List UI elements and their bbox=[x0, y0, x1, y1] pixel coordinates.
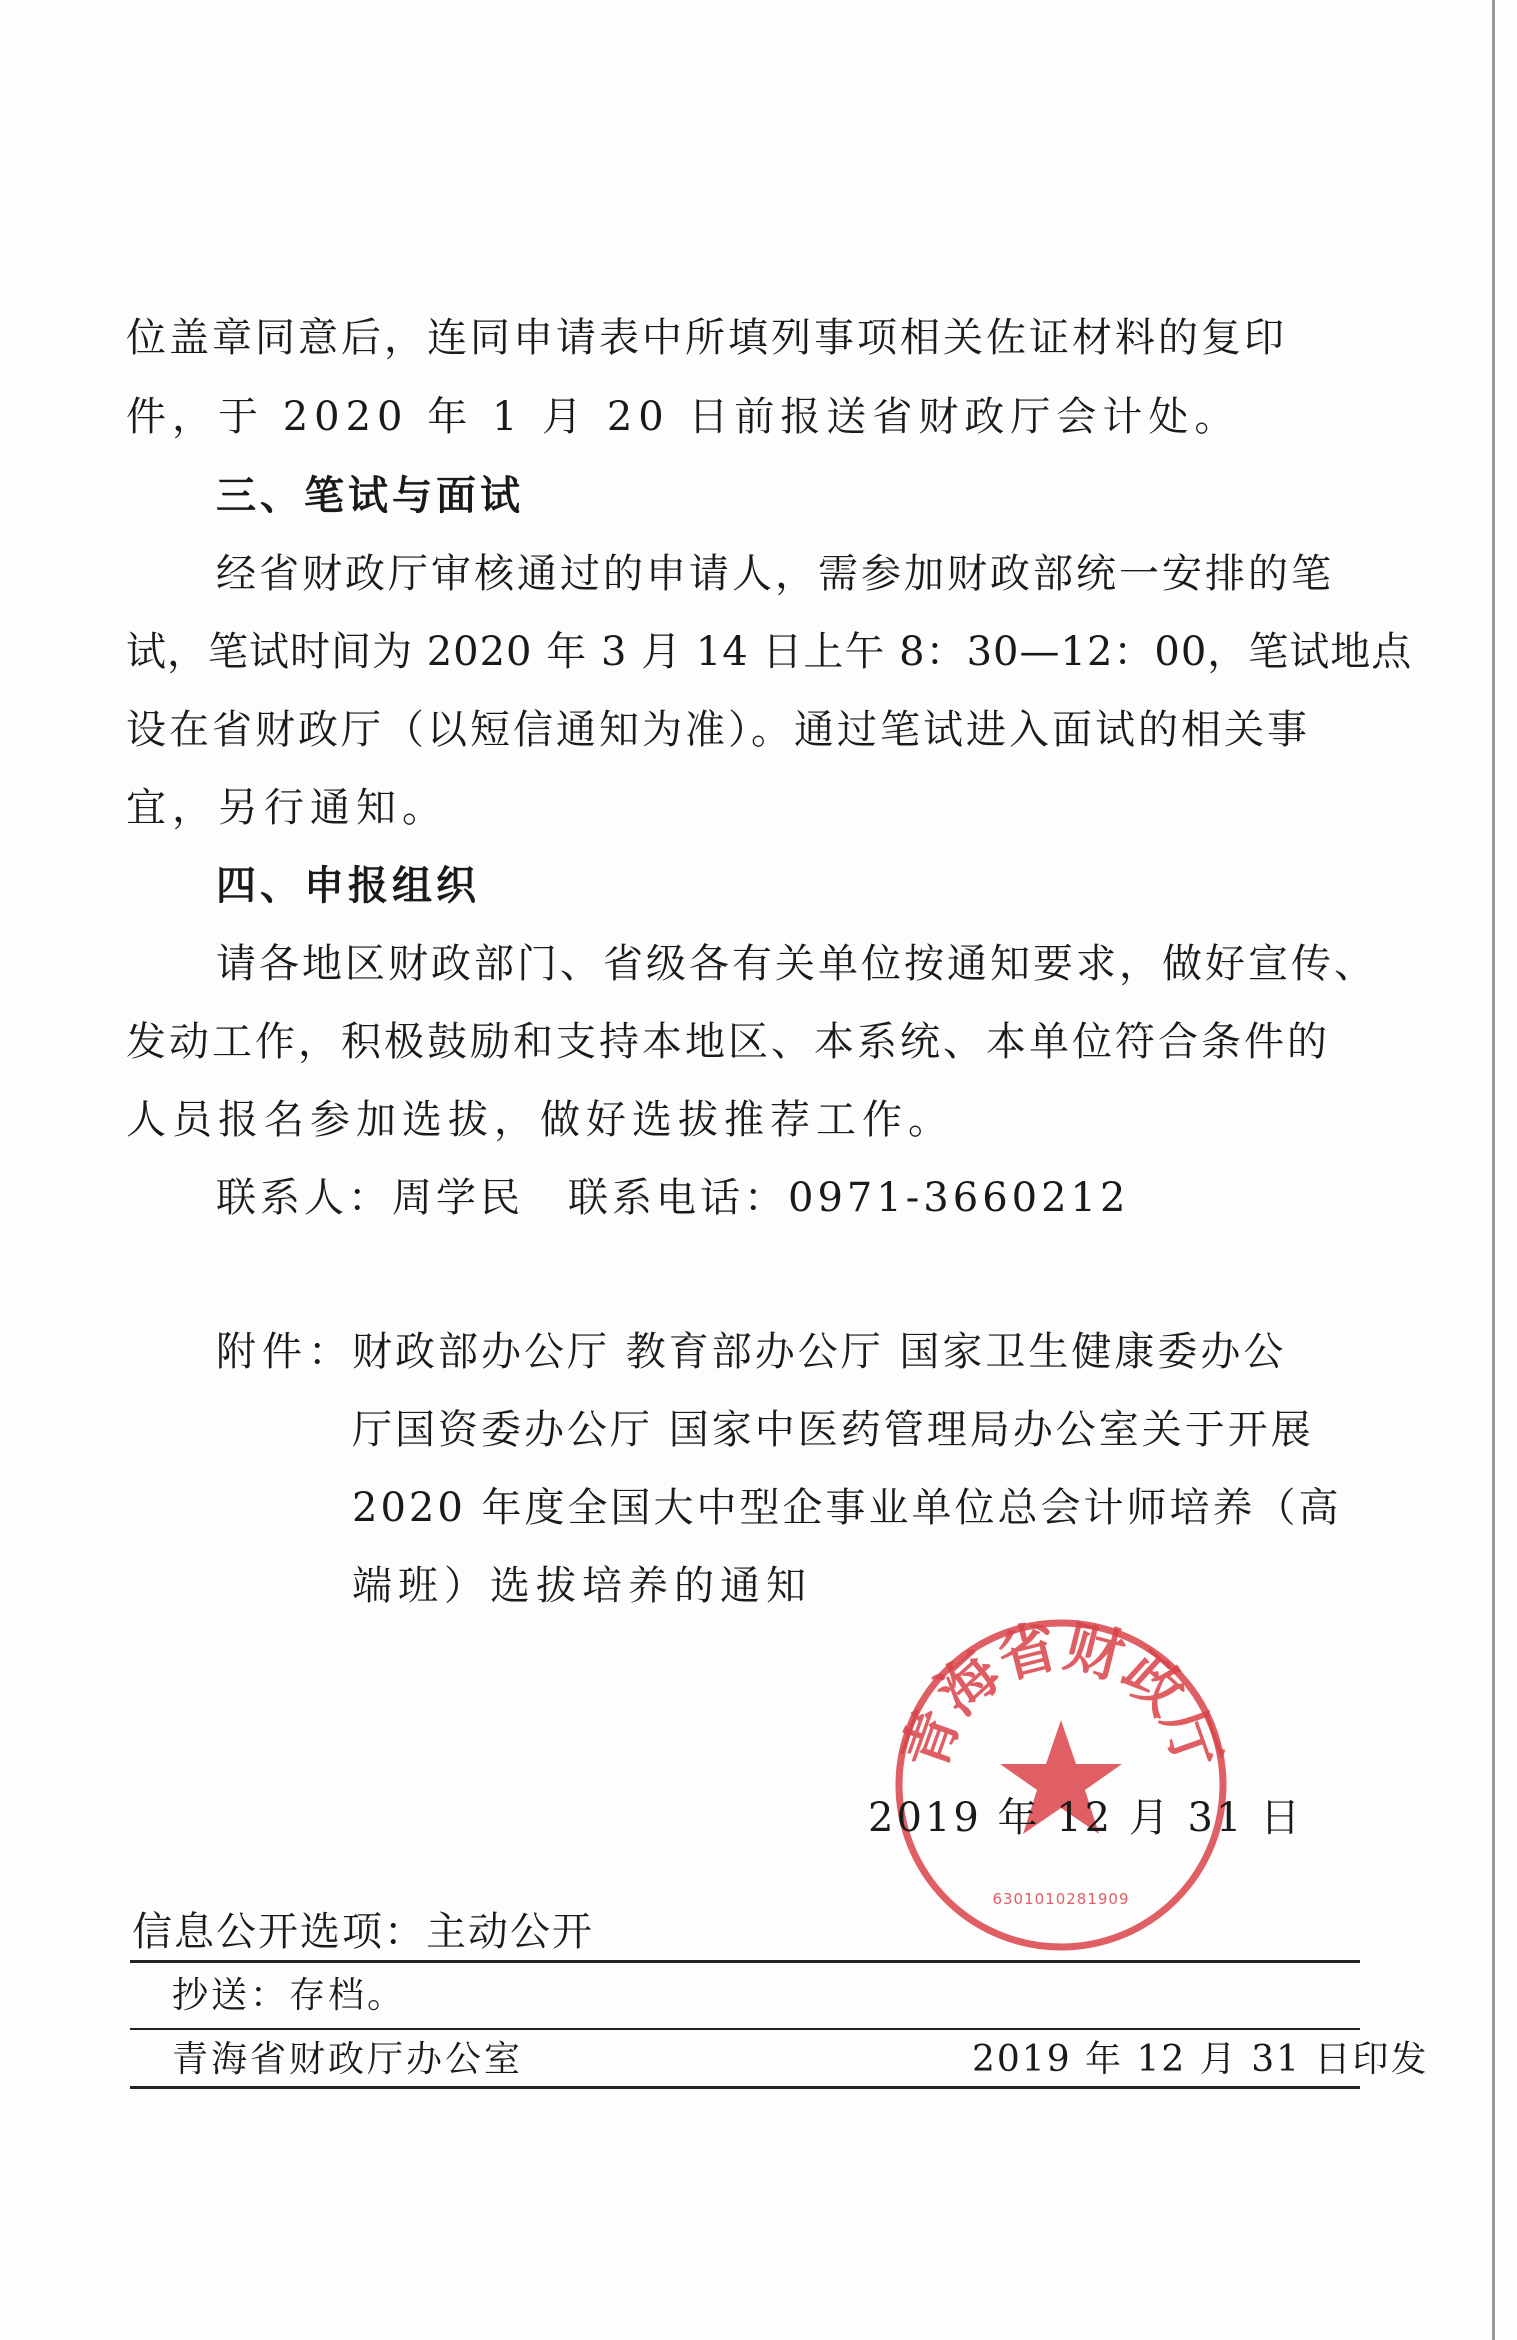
attachment-line4: 端班）选拔培养的通知 bbox=[352, 1563, 812, 1609]
section-four-heading: 四、申报组织 bbox=[216, 863, 480, 909]
scan-edge-line bbox=[1492, 0, 1495, 2340]
footer-divider-top bbox=[130, 1960, 1360, 1963]
body-p1-line2: 件，于 2020 年 1 月 20 日前报送省财政厅会计处。 bbox=[126, 394, 1241, 440]
signature-date: 2019 年 12 月 31 日 bbox=[868, 1795, 1304, 1841]
issuer-name: 青海省财政厅办公室 bbox=[172, 2039, 524, 2080]
disclosure-option: 信息公开选项：主动公开 bbox=[132, 1909, 594, 1955]
body-p2-line4: 宜，另行通知。 bbox=[126, 785, 448, 831]
body-p2-line2: 试，笔试时间为 2020 年 3 月 14 日上午 8：30—12：00，笔试地点 bbox=[126, 629, 1413, 675]
issue-date: 2019 年 12 月 31 日印发 bbox=[972, 2039, 1429, 2080]
seal-graphic bbox=[888, 1612, 1234, 1958]
contact-line: 联系人：周学民 联系电话：0971-3660212 bbox=[216, 1175, 1130, 1221]
attachment-label: 附件： bbox=[216, 1329, 354, 1375]
attachment-line3: 2020 年度全国大中型企事业单位总会计师培养（高 bbox=[352, 1485, 1342, 1531]
cc-line: 抄送：存档。 bbox=[172, 1975, 407, 2016]
official-seal bbox=[888, 1612, 1234, 1958]
body-p3-line1: 请各地区财政部门、省级各有关单位按通知要求，做好宣传、 bbox=[216, 941, 1377, 987]
attachment-line1: 财政部办公厅 教育部办公厅 国家卫生健康委办公 bbox=[352, 1329, 1287, 1375]
body-p1-line1: 位盖章同意后，连同申请表中所填列事项相关佐证材料的复印 bbox=[126, 315, 1287, 361]
body-p3-line2: 发动工作，积极鼓励和支持本地区、本系统、本单位符合条件的 bbox=[126, 1019, 1330, 1065]
footer-divider-bottom bbox=[130, 2086, 1360, 2089]
section-three-heading: 三、笔试与面试 bbox=[216, 473, 524, 519]
attachment-line2: 厅国资委办公厅 国家中医药管理局办公室关于开展 bbox=[352, 1407, 1314, 1453]
seal-number: 6301010281909 bbox=[992, 1890, 1130, 1908]
body-p2-line1: 经省财政厅审核通过的申请人，需参加财政部统一安排的笔 bbox=[216, 551, 1334, 597]
seal-arc-text: 青海省财政厅 bbox=[889, 1612, 1233, 1779]
body-p3-line3: 人员报名参加选拔，做好选拔推荐工作。 bbox=[126, 1097, 954, 1143]
body-p2-line3: 设在省财政厅（以短信通知为准）。通过笔试进入面试的相关事 bbox=[126, 707, 1310, 753]
